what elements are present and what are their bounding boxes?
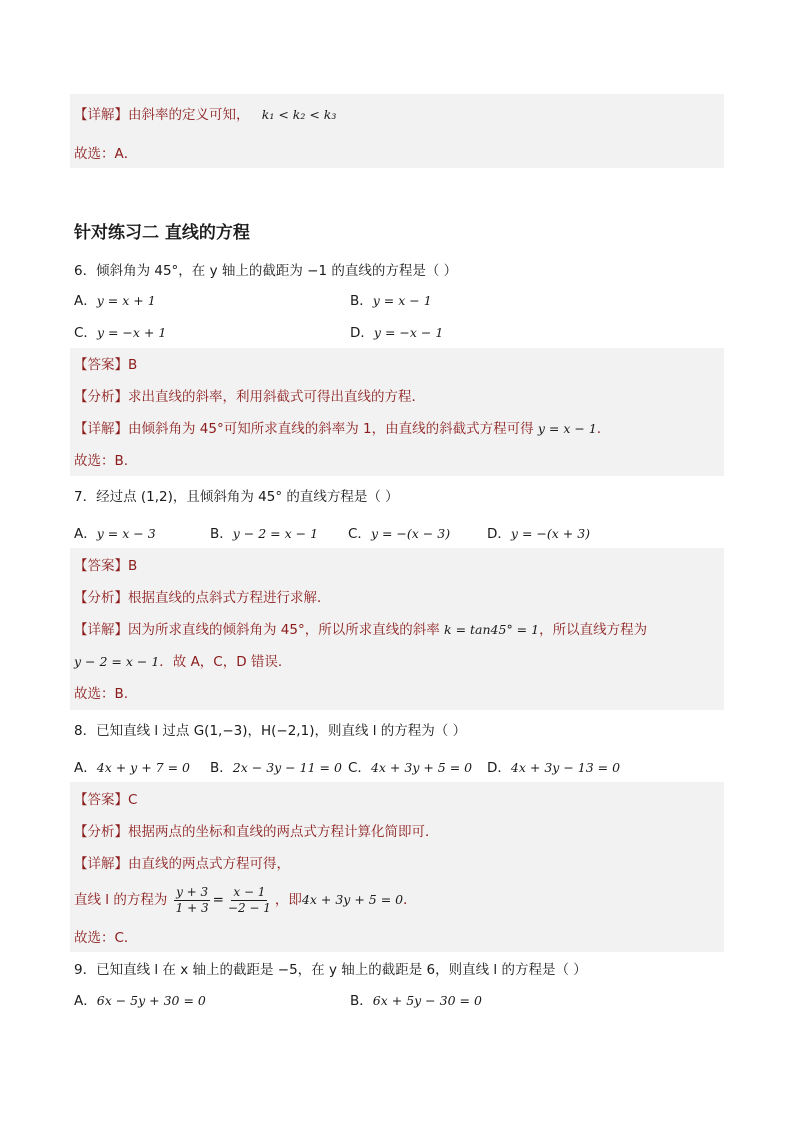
q8-option-c: [348, 759, 472, 777]
option-label: A．: [74, 526, 97, 542]
option-math: y = −(x − 3): [370, 526, 451, 541]
q6-analysis: [74, 388, 425, 406]
q8-equation: [74, 884, 417, 916]
equation-end: ．: [403, 892, 417, 908]
analysis-text: 根据两点的坐标和直线的两点式方程计算化简即可．: [128, 824, 439, 840]
detail-math: y − 2 = x − 1: [74, 654, 160, 669]
q8-stem: 8．已知直线 l 过点 G(1,−3)，H(−2,1)，则直线 l 的方程为（ ）: [74, 723, 467, 739]
q6-option-b: [350, 292, 432, 310]
option-math: y = x + 1: [96, 293, 156, 308]
answer-label: 【答案】: [74, 357, 128, 373]
option-label: B．: [350, 993, 373, 1009]
equation-mid: ，即: [274, 892, 302, 908]
analysis-label: 【分析】: [74, 389, 128, 405]
equals-sign: =: [212, 892, 224, 908]
option-label: D．: [487, 526, 511, 542]
detail-tail: ，所以直线方程为: [539, 622, 648, 638]
q8-answer: [74, 791, 137, 809]
q6-detail: 【详解】由倾斜角为 45°可知所求直线的斜率为 1，由直线的斜截式方程可得 y = x − 1.: [74, 421, 602, 437]
q7-option-c: [348, 525, 450, 543]
analysis-text: 求出直线的斜率，利用斜截式可得出直线的方程．: [128, 389, 425, 405]
option-label: C．: [348, 526, 371, 542]
q8-option-a: [74, 759, 190, 777]
q9-option-a: [74, 992, 206, 1010]
detail-text: 由斜率的定义可知，: [128, 107, 250, 123]
answer-label: 【答案】: [74, 792, 128, 808]
q6-answer: [74, 356, 137, 374]
option-math: 4x + 3y − 13 = 0: [510, 760, 621, 775]
option-label: D．: [350, 325, 374, 341]
answer-label: 【答案】: [74, 558, 128, 574]
q7-option-a: [74, 525, 156, 543]
detail-label: 【详解】: [74, 856, 128, 872]
q6-stem: 6．倾斜角为 45°，在 y 轴上的截距为 −1 的直线的方程是（ ）: [74, 263, 458, 279]
detail-text: ．故 A，C，D 错误.: [159, 654, 283, 670]
detail-text: 由倾斜角为 45°可知所求直线的斜率为 1，由直线的斜截式方程可得: [128, 421, 538, 437]
equation-prefix: 直线 l 的方程为: [74, 892, 168, 908]
section-title: 针对练习二 直线的方程: [74, 223, 250, 243]
q9-stem: 9．已知直线 l 在 x 轴上的截距是 −5，在 y 轴上的截距是 6，则直线 l 的方程是（ ）: [74, 962, 587, 978]
option-label: B．: [210, 526, 233, 542]
q8-choice: 故选：C．: [74, 930, 138, 946]
option-label: D．: [487, 760, 511, 776]
option-math: 6x − 5y + 30 = 0: [96, 993, 206, 1008]
option-label: C．: [348, 760, 371, 776]
q6-option-c: [74, 324, 166, 342]
option-math: y = −x + 1: [96, 325, 167, 340]
option-label: A．: [74, 293, 97, 309]
option-math: y = x − 1: [372, 293, 432, 308]
q7-detail-line2: [74, 653, 282, 671]
option-math: 4x + 3y + 5 = 0: [370, 760, 473, 775]
option-label: A．: [74, 993, 97, 1009]
detail-text: 由直线的两点式方程可得，: [128, 856, 290, 872]
fraction-denominator: −2 − 1: [227, 900, 271, 915]
detail-math: k = tan45° = 1: [444, 622, 540, 637]
answer-value: B: [128, 558, 138, 574]
fraction-left: [174, 885, 211, 916]
prev-choice: 故选：A．: [74, 146, 138, 162]
prev-detail-line: [74, 106, 336, 124]
fraction-right: [226, 885, 273, 916]
q7-detail: [74, 621, 647, 639]
option-label: B．: [350, 293, 373, 309]
q7-option-b: [210, 525, 318, 543]
option-math: 6x + 5y − 30 = 0: [372, 993, 482, 1008]
analysis-label: 【分析】: [74, 590, 128, 606]
q7-analysis: [74, 589, 331, 607]
q7-choice: 故选：B.: [74, 686, 129, 702]
option-math: y = −(x + 3): [510, 526, 591, 541]
q7-option-d: [487, 525, 590, 543]
q6-option-d: [350, 324, 443, 342]
option-math: y − 2 = x − 1: [232, 526, 319, 541]
detail-label: 【详解】: [74, 622, 128, 638]
q6-choice: 故选：B.: [74, 453, 129, 469]
option-label: B．: [210, 760, 233, 776]
detail-label: 【详解】: [74, 107, 128, 123]
q8-option-d: [487, 759, 620, 777]
detail-math: y = x − 1: [537, 421, 597, 436]
answer-value: C: [128, 792, 138, 808]
option-label: C．: [74, 325, 97, 341]
option-label: A．: [74, 760, 97, 776]
option-math: y = x − 3: [96, 526, 156, 541]
fraction-numerator: x − 1: [233, 884, 266, 899]
answer-value: B: [128, 357, 138, 373]
detail-math: k₁ < k₂ < k₃: [261, 107, 337, 122]
analysis-text: 根据直线的点斜式方程进行求解．: [128, 590, 331, 606]
q6-option-a: [74, 292, 156, 310]
equation-result: 4x + 3y + 5 = 0: [301, 892, 404, 907]
fraction-denominator: 1 + 3: [175, 900, 209, 915]
option-math: 2x − 3y − 11 = 0: [232, 760, 342, 775]
q7-answer: [74, 557, 137, 575]
fraction-numerator: y + 3: [176, 884, 209, 899]
detail-label: 【详解】: [74, 421, 128, 437]
q8-analysis: [74, 823, 439, 841]
option-math: 4x + y + 7 = 0: [96, 760, 190, 775]
option-math: y = −x − 1: [373, 325, 444, 340]
analysis-label: 【分析】: [74, 824, 128, 840]
q8-option-b: [210, 759, 342, 777]
q8-detail: [74, 855, 290, 873]
detail-text: 因为所求直线的倾斜角为 45°，所以所求直线的斜率: [128, 622, 445, 638]
q7-stem: 7．经过点 (1,2)，且倾斜角为 45° 的直线方程是（ ）: [74, 489, 399, 505]
q6-solution-box: [70, 348, 724, 476]
q9-option-b: [350, 992, 482, 1010]
